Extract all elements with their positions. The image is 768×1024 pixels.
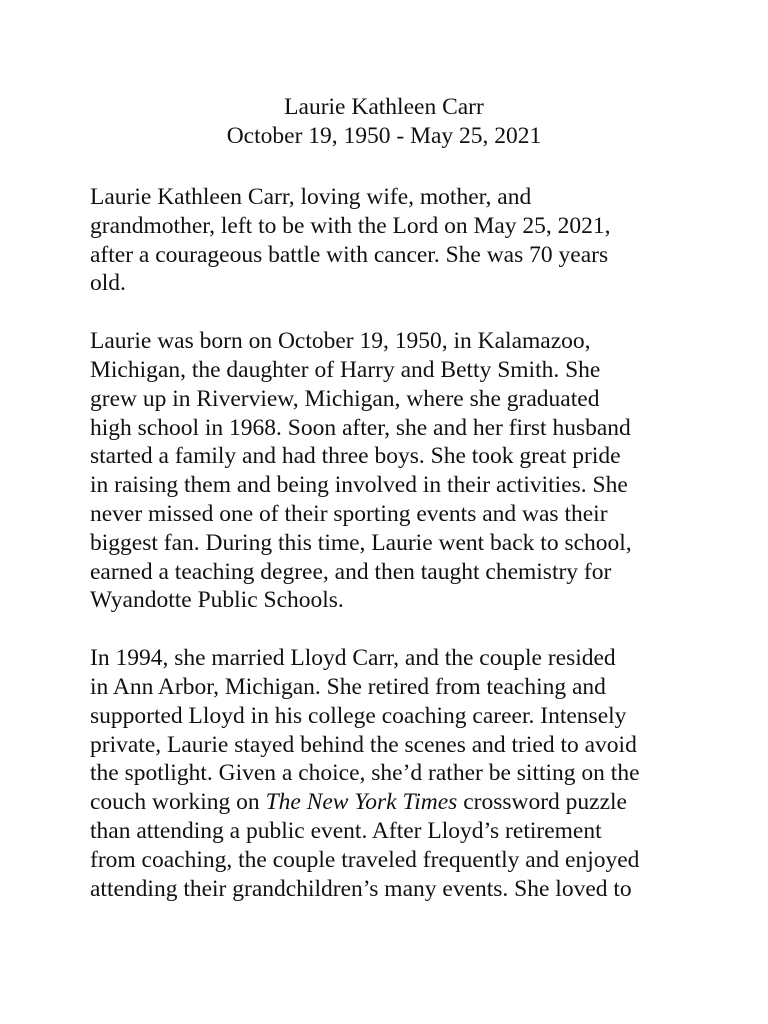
text-line: than attending a public event. After Lloyd’s retirement: [90, 817, 602, 844]
document-title: Laurie Kathleen Carr: [284, 94, 484, 120]
text-line: grandmother, left to be with the Lord on May 25, 2021,: [90, 212, 611, 239]
text-line: high school in 1968. Soon after, she and her first husband: [90, 414, 631, 441]
text-line-with-italic: [90, 788, 690, 817]
newspaper-title: The New York Times: [265, 789, 458, 816]
document-dates: October 19, 1950 - May 25, 2021: [226, 122, 542, 149]
text-line: after a courageous battle with cancer. She was 70 years: [90, 241, 609, 268]
line-segment: couch working on: [90, 789, 266, 816]
text-line: never missed one of their sporting events and was their: [90, 500, 608, 527]
text-line: old.: [90, 270, 126, 297]
text-line: In 1994, she married Lloyd Carr, and the couple resided: [90, 645, 616, 672]
text-line: Wyandotte Public Schools.: [90, 587, 344, 614]
text-line: earned a teaching degree, and then taught chemistry for: [90, 558, 612, 585]
text-line: Laurie was born on October 19, 1950, in Kalamazoo,: [90, 328, 591, 355]
line-segment: crossword puzzle: [457, 789, 627, 816]
text-line: in raising them and being involved in their activities. She: [90, 472, 628, 499]
text-line: Michigan, the daughter of Harry and Betty Smith. She: [90, 356, 601, 383]
text-line: in Ann Arbor, Michigan. She retired from teaching and: [90, 673, 606, 700]
text-line: supported Lloyd in his college coaching career. Intensely: [90, 702, 627, 729]
paragraph-intro: [90, 183, 690, 298]
text-line: started a family and had three boys. She took great pride: [90, 443, 621, 470]
paragraph-marriage: [90, 644, 690, 903]
paragraph-early-life: [90, 327, 690, 615]
text-line: biggest fan. During this time, Laurie went back to school,: [90, 529, 632, 556]
text-line: attending their grandchildren’s many events. She loved to: [90, 875, 632, 902]
text-line: the spotlight. Given a choice, she’d rather be sitting on the: [90, 760, 640, 787]
text-line: grew up in Riverview, Michigan, where she graduated: [90, 385, 600, 412]
text-line: from coaching, the couple traveled frequently and enjoyed: [90, 846, 640, 873]
text-line: Laurie Kathleen Carr, loving wife, mother, and: [90, 184, 532, 210]
text-line: private, Laurie stayed behind the scenes and tried to avoid: [90, 731, 637, 758]
document-header: [0, 93, 768, 151]
document-body: [90, 183, 690, 932]
